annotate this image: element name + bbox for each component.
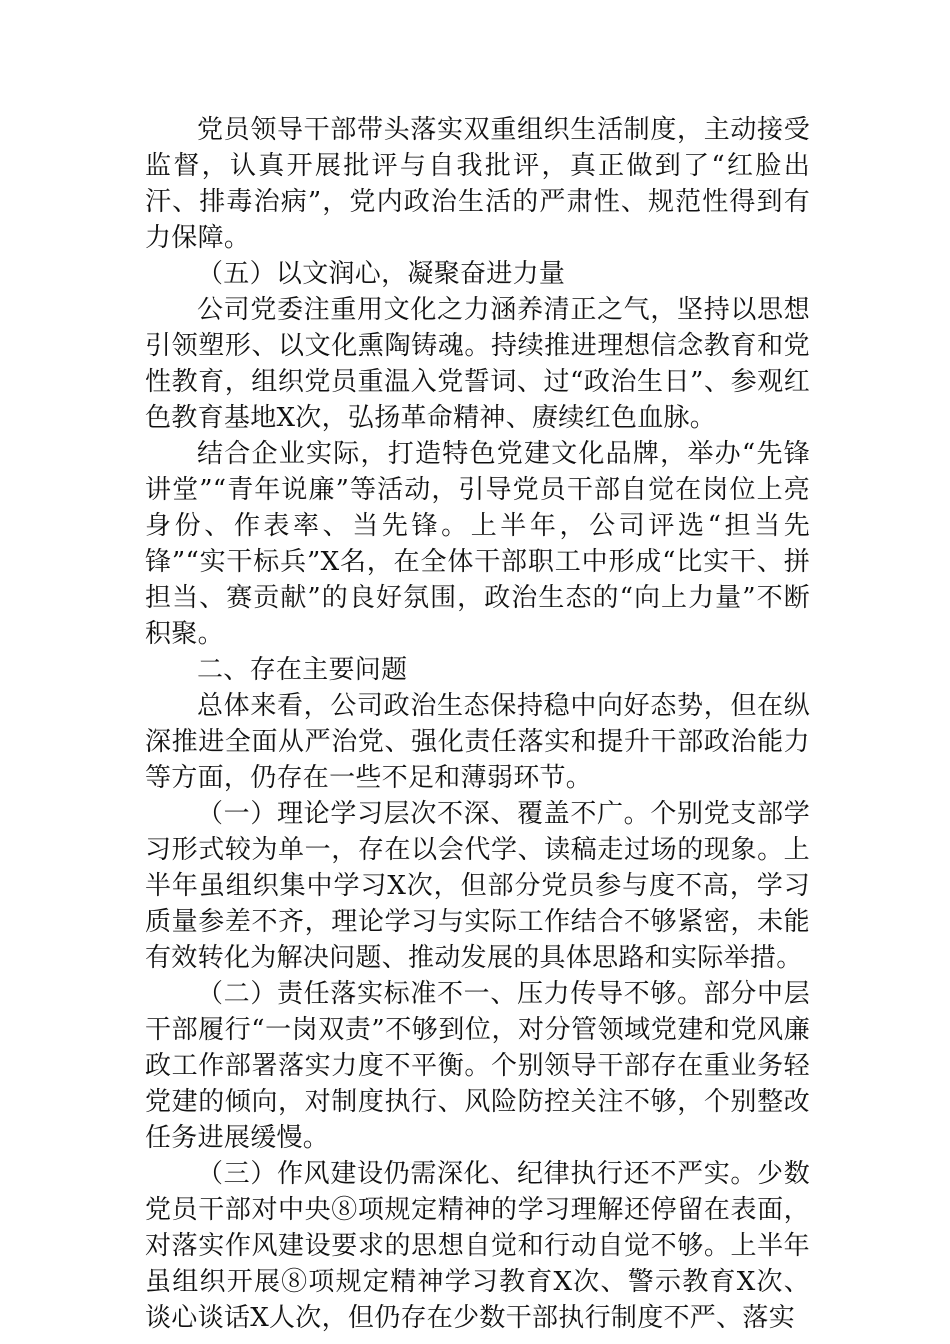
- paragraph-problem-theory-study: （一）理论学习层次不深、覆盖不广。个别党支部学习形式较为单一，存在以会代学、读稿走过场的现象。上半年虽组织集中学习X次，但部分党员参与度不高，学习质量参差不齐，理论学习与实际工作结合不够紧密，未能有效转化为解决问题、推动发展的具体思路和实际举措。: [145, 799, 810, 973]
- paragraph-problems-overview: 总体来看，公司政治生态保持稳中向好态势，但在纵深推进全面从严治党、强化责任落实和提升干部政治能力等方面，仍存在一些不足和薄弱环节。: [145, 691, 810, 793]
- subheading-culture: （五）以文润心，凝聚奋进力量: [197, 259, 566, 289]
- paragraph-culture-brand: 结合企业实际，打造特色党建文化品牌，举办“先锋讲堂”“青年说廉”等活动，引导党员干部自觉在岗位上亮身份、作表率、当先锋。上半年，公司评选“担当先锋”“实干标兵”X名，在全体干部职工中形成“比实干、拼担当、赛贡献”的良好氛围，政治生态的“向上力量”不断积聚。: [145, 439, 810, 649]
- paragraph-problem-work-style: （三）作风建设仍需深化、纪律执行还不严实。少数党员干部对中央⑧项规定精神的学习理解还停留在表面，对落实作风建设要求的思想自觉和行动自觉不够。上半年虽组织开展⑧项规定精神学习教育X次、警示教育X次、谈心谈话X人次，但仍存在少数干部执行制度不严、落实: [145, 1159, 810, 1333]
- paragraph-organizational-life: 党员领导干部带头落实双重组织生活制度，主动接受监督，认真开展批评与自我批评，真正做到了“红脸出汗、排毒治病”，党内政治生活的严肃性、规范性得到有力保障。: [145, 115, 810, 253]
- paragraph-culture-education: 公司党委注重用文化之力涵养清正之气，坚持以思想引领塑形、以文化熏陶铸魂。持续推进理想信念教育和党性教育，组织党员重温入党誓词、过“政治生日”、参观红色教育基地X次，弘扬革命精神、赓续红色血脉。: [145, 295, 810, 433]
- section-heading-problems: 二、存在主要问题: [197, 655, 408, 685]
- document-body: [145, 112, 810, 1336]
- paragraph-problem-responsibility: （二）责任落实标准不一、压力传导不够。部分中层干部履行“一岗双责”不够到位，对分管领域党建和党风廉政工作部署落实力度不平衡。个别领导干部存在重业务轻党建的倾向，对制度执行、风险防控关注不够，个别整改任务进展缓慢。: [145, 979, 810, 1153]
